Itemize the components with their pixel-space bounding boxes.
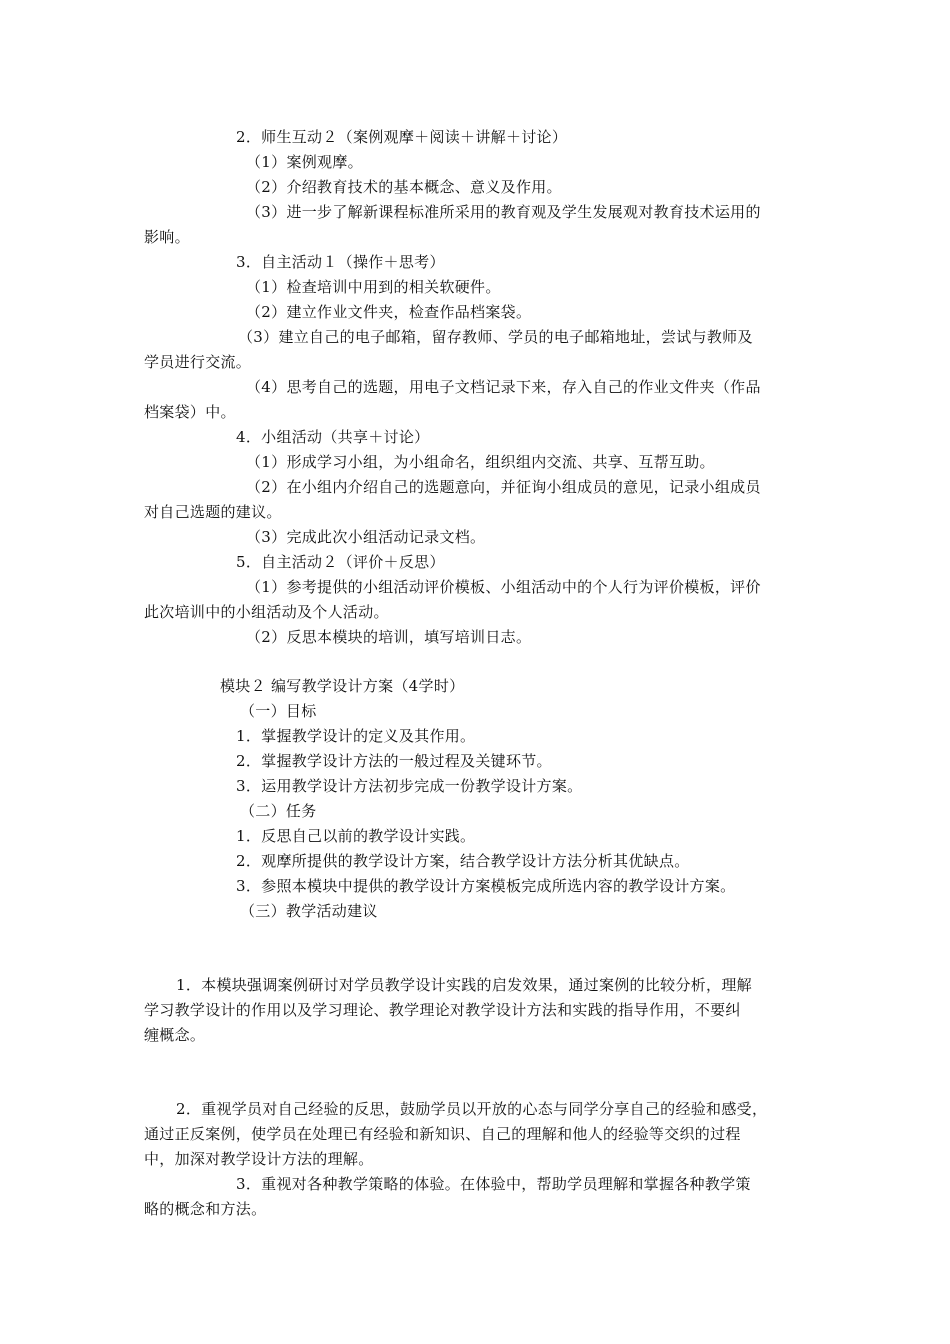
section-heading-teacher-student-interaction: 2．师生互动２（案例观摩＋阅读＋讲解＋讨论）	[236, 128, 568, 146]
list-item: 2．观摩所提供的教学设计方案，结合教学设计方法分析其优缺点。	[236, 852, 690, 870]
section-heading-self-activity-1: 3．自主活动１（操作＋思考）	[236, 253, 445, 271]
list-item: （2）介绍教育技术的基本概念、意义及作用。	[246, 178, 562, 196]
paragraph-line: 缠概念。	[144, 1026, 206, 1044]
list-item: （4）思考自己的选题，用电子文档记录下来，存入自己的作业文件夹（作品	[246, 378, 761, 396]
paragraph-line: 通过正反案例，使学员在处理已有经验和新知识、自己的理解和他人的经验等交织的过程	[144, 1125, 741, 1143]
subsection-heading-tasks: （二）任务	[240, 802, 317, 820]
list-item-continuation: 对自己选题的建议。	[144, 503, 282, 521]
paragraph-line: 3．重视对各种教学策略的体验。在体验中，帮助学员理解和掌握各种教学策	[236, 1175, 751, 1193]
list-item: （1）案例观摩。	[246, 153, 363, 171]
list-item-continuation: 影响。	[144, 228, 190, 246]
list-item: 3．运用教学设计方法初步完成一份教学设计方案。	[236, 777, 583, 795]
list-item-continuation: 学员进行交流。	[144, 353, 252, 371]
list-item: （3）进一步了解新课程标准所采用的教育观及学生发展观对教育技术运用的	[246, 203, 761, 221]
paragraph-line: 1．本模块强调案例研讨对学员教学设计实践的启发效果，通过案例的比较分析，理解	[176, 976, 752, 994]
paragraph-line: 2．重视学员对自己经验的反思，鼓励学员以开放的心态与同学分享自己的经验和感受，	[176, 1100, 768, 1118]
list-item: （1）参考提供的小组活动评价模板、小组活动中的个人行为评价模板，评价	[246, 578, 761, 596]
subsection-heading-goals: （一）目标	[240, 702, 317, 720]
list-item: （2）在小组内介绍自己的选题意向，并征询小组成员的意见，记录小组成员	[246, 478, 761, 496]
list-item: （1）形成学习小组，为小组命名，组织组内交流、共享、互帮互助。	[246, 453, 715, 471]
subsection-heading-activity-suggestions: （三）教学活动建议	[240, 902, 378, 920]
list-item: （2）反思本模块的培训，填写培训日志。	[246, 628, 532, 646]
section-heading-self-activity-2: 5．自主活动２（评价＋反思）	[236, 553, 445, 571]
list-item: （3）完成此次小组活动记录文档。	[246, 528, 486, 546]
list-item: 3．参照本模块中提供的教学设计方案模板完成所选内容的教学设计方案。	[236, 877, 736, 895]
list-item: （3）建立自己的电子邮箱，留存教师、学员的电子邮箱地址，尝试与教师及	[238, 328, 753, 346]
section-heading-group-activity: 4．小组活动（共享＋讨论）	[236, 428, 430, 446]
list-item-continuation: 此次培训中的小组活动及个人活动。	[144, 603, 389, 621]
list-item: 1．反思自己以前的教学设计实践。	[236, 827, 476, 845]
list-item: （2）建立作业文件夹，检查作品档案袋。	[246, 303, 532, 321]
list-item-continuation: 档案袋）中。	[144, 403, 236, 421]
list-item: （1）检查培训中用到的相关软硬件。	[246, 278, 501, 296]
paragraph-line: 中，加深对教学设计方法的理解。	[144, 1150, 374, 1168]
list-item: 2．掌握教学设计方法的一般过程及关键环节。	[236, 752, 552, 770]
module-2-title: 模块２ 编写教学设计方案（4学时）	[220, 677, 465, 695]
list-item: 1．掌握教学设计的定义及其作用。	[236, 727, 476, 745]
paragraph-line: 学习教学设计的作用以及学习理论、教学理论对教学设计方法和实践的指导作用，不要纠	[144, 1001, 741, 1019]
paragraph-line: 略的概念和方法。	[144, 1200, 267, 1218]
